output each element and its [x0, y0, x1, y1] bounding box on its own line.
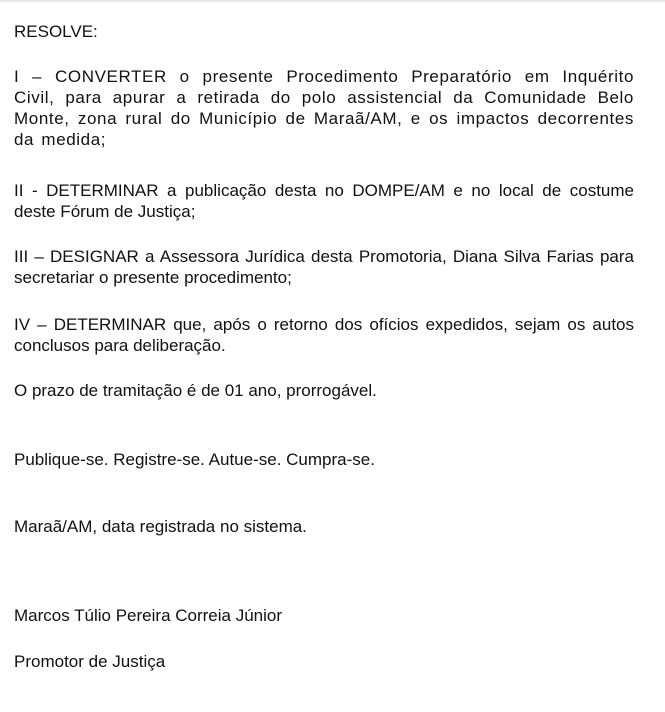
signatory-name: Marcos Túlio Pereira Correia Júnior	[14, 606, 283, 625]
prazo-text: O prazo de tramitação é de 01 ano, prorrogável.	[14, 381, 377, 400]
local-data-text: Maraã/AM, data registrada no sistema.	[14, 517, 307, 536]
item-ii-determinar: II - DETERMINAR a publicação desta no DOMPE/AM e no local de costume deste Fórum de Justiça;	[14, 181, 634, 221]
signatory-title: Promotor de Justiça	[14, 652, 166, 671]
item-iii-designar: III – DESIGNAR a Assessora Jurídica desta Promotoria, Diana Silva Farias para secretariar o presente procedimento;	[14, 247, 634, 287]
resolve-heading: RESOLVE:	[14, 22, 98, 41]
item-iv-determinar: IV – DETERMINAR que, após o retorno dos ofícios expedidos, sejam os autos conclusos para deliberação.	[14, 315, 634, 355]
item-i-converter: I – CONVERTER o presente Procedimento Preparatório em Inquérito Civil, para apurar a retirada do polo assistencial da Comunidade Belo Monte, zona rural do Município de Maraã/AM, e os impactos decorrentes da medida;	[14, 67, 634, 149]
publique-text: Publique-se. Registre-se. Autue-se. Cumpra-se.	[14, 450, 375, 469]
page-top-edge	[0, 0, 665, 2]
